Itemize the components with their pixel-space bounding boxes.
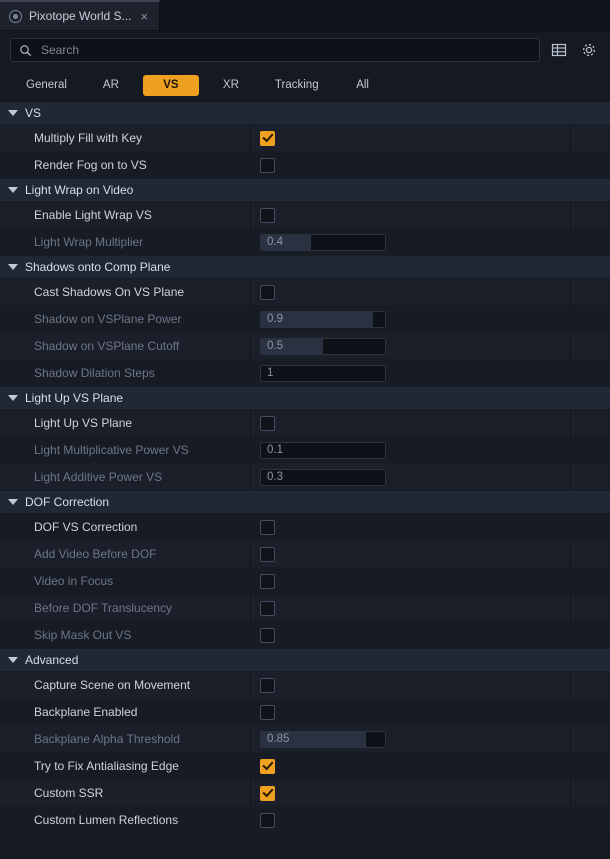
property-control [250,622,570,648]
group-title: Light Wrap on Video [25,183,134,197]
property-row-tail [570,780,610,806]
number-field[interactable] [260,234,386,251]
property-row-tail [570,699,610,725]
property-control [250,726,570,752]
group-header[interactable] [0,387,610,410]
number-field[interactable] [260,311,386,328]
property-control [250,595,570,621]
property-list [0,101,610,834]
property-control [250,568,570,594]
property-control [250,125,570,151]
property-control [250,807,570,833]
property-row [0,753,610,780]
property-control [250,464,570,490]
grid-view-icon[interactable] [548,39,570,61]
tab-bar [0,0,610,31]
property-label: Cast Shadows On VS Plane [34,285,185,299]
property-label: Backplane Alpha Threshold [34,732,180,746]
property-row-tail [570,410,610,436]
number-field[interactable] [260,338,386,355]
group-header[interactable] [0,491,610,514]
property-row-tail [570,333,610,359]
property-label: Before DOF Translucency [34,601,173,615]
number-value: 1 [267,367,274,379]
checkbox[interactable] [260,574,275,589]
checkbox[interactable] [260,520,275,535]
group-title: Advanced [25,653,79,667]
property-row [0,306,610,333]
filter-chip-xr[interactable]: XR [222,79,239,91]
property-label: Light Additive Power VS [34,470,163,484]
checkbox[interactable] [260,705,275,720]
property-row [0,622,610,649]
checkbox[interactable] [260,158,275,173]
property-control [250,202,570,228]
property-control [250,514,570,540]
group-header[interactable] [0,649,610,672]
chevron-down-icon[interactable] [8,657,18,663]
property-label: Light Up VS Plane [34,416,133,430]
property-label: Skip Mask Out VS [34,628,132,642]
property-label: Light Multiplicative Power VS [34,443,189,457]
property-row [0,464,610,491]
tab-label: Pixotope World S... [29,9,132,23]
property-row [0,595,610,622]
search-input[interactable] [39,42,531,58]
property-control [250,333,570,359]
number-field[interactable] [260,365,386,382]
search-box[interactable] [10,38,540,62]
chevron-down-icon[interactable] [8,264,18,270]
filter-chip-general[interactable]: General [26,79,67,91]
property-row [0,360,610,387]
filter-chip-tracking[interactable]: Tracking [274,79,319,91]
number-value: 0.85 [267,733,290,745]
search-icon [19,44,32,57]
property-label: Custom SSR [34,786,104,800]
property-label: Capture Scene on Movement [34,678,191,692]
property-row [0,726,610,753]
globe-icon [9,10,22,23]
property-control [250,229,570,255]
group-header[interactable] [0,256,610,279]
property-control [250,541,570,567]
property-row-tail [570,125,610,151]
property-label: Multiply Fill with Key [34,131,143,145]
property-row [0,410,610,437]
chevron-down-icon[interactable] [8,187,18,193]
checkbox[interactable] [260,786,275,801]
number-value: 0.4 [267,236,283,248]
property-row [0,807,610,834]
checkbox[interactable] [260,628,275,643]
property-control [250,410,570,436]
filter-chip-ar[interactable]: AR [102,79,119,91]
property-row-tail [570,360,610,386]
property-row-tail [570,437,610,463]
property-row-tail [570,229,610,255]
property-row [0,229,610,256]
close-icon[interactable]: × [140,8,149,24]
property-label: Video in Focus [34,574,114,588]
checkbox[interactable] [260,601,275,616]
property-row [0,568,610,595]
property-row-tail [570,541,610,567]
number-field[interactable] [260,442,386,459]
property-row [0,699,610,726]
checkbox[interactable] [260,813,275,828]
group-header[interactable] [0,102,610,125]
checkbox[interactable] [260,416,275,431]
gear-icon[interactable] [578,39,600,61]
number-value: 0.5 [267,340,283,352]
property-row [0,780,610,807]
property-row [0,541,610,568]
number-value: 0.3 [267,471,283,483]
property-row [0,672,610,699]
property-control [250,279,570,305]
filter-chip-all[interactable]: All [356,79,369,91]
property-row-tail [570,726,610,752]
group-title: VS [25,106,42,120]
group-header[interactable] [0,179,610,202]
property-control [250,437,570,463]
checkbox[interactable] [260,678,275,693]
property-row-tail [570,306,610,332]
property-control [250,360,570,386]
property-row-tail [570,514,610,540]
property-label: DOF VS Correction [34,520,138,534]
property-row-tail [570,464,610,490]
property-row-tail [570,622,610,648]
property-control [250,152,570,178]
property-control [250,753,570,779]
property-row-tail [570,595,610,621]
chevron-down-icon[interactable] [8,110,18,116]
property-label: Backplane Enabled [34,705,138,719]
property-control [250,672,570,698]
property-row [0,437,610,464]
property-label: Render Fog on to VS [34,158,147,172]
property-label: Try to Fix Antialiasing Edge [34,759,179,773]
property-control [250,699,570,725]
property-row [0,202,610,229]
filter-chip-bar [0,69,610,101]
group-title: Shadows onto Comp Plane [25,260,171,274]
group-title: Light Up VS Plane [25,391,124,405]
property-row [0,279,610,306]
property-row [0,125,610,152]
property-label: Shadow Dilation Steps [34,366,155,380]
search-row [0,31,610,69]
property-label: Enable Light Wrap VS [34,208,152,222]
number-value: 0.1 [267,444,283,456]
property-row-tail [570,152,610,178]
property-row [0,333,610,360]
property-label: Custom Lumen Reflections [34,813,179,827]
checkbox[interactable] [260,208,275,223]
group-title: DOF Correction [25,495,110,509]
property-row-tail [570,753,610,779]
property-label: Add Video Before DOF [34,547,157,561]
chevron-down-icon[interactable] [8,499,18,505]
checkbox[interactable] [260,547,275,562]
property-row-tail [570,279,610,305]
property-row-tail [570,568,610,594]
checkbox[interactable] [260,759,275,774]
property-control [250,306,570,332]
property-label: Light Wrap Multiplier [34,235,144,249]
tab-pixotope-world-settings[interactable] [0,0,160,30]
property-label: Shadow on VSPlane Cutoff [34,339,180,353]
number-value: 0.9 [267,313,283,325]
property-row-tail [570,807,610,833]
filter-chip-vs[interactable]: VS [143,75,199,96]
property-row-tail [570,202,610,228]
property-label: Shadow on VSPlane Power [34,312,182,326]
checkbox[interactable] [260,131,275,146]
property-row [0,514,610,541]
chevron-down-icon[interactable] [8,395,18,401]
property-row [0,152,610,179]
property-row-tail [570,672,610,698]
property-control [250,780,570,806]
number-field[interactable] [260,469,386,486]
checkbox[interactable] [260,285,275,300]
number-field[interactable] [260,731,386,748]
